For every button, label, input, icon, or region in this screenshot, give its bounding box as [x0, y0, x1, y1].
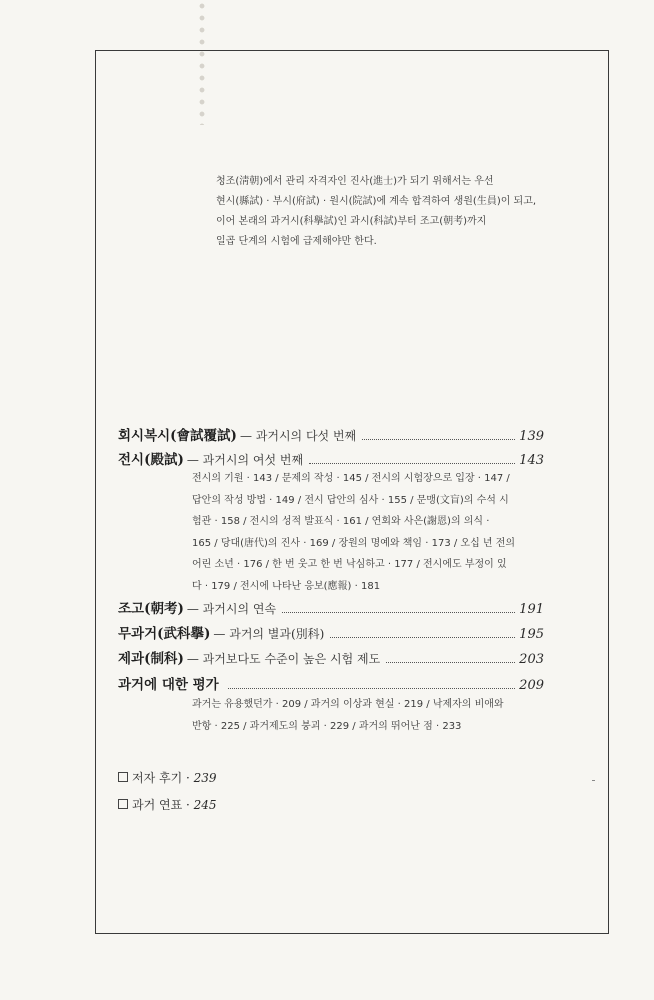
intro-paragraph: [216, 172, 546, 252]
subsection-line: 험관 · 158 / 전시의 성적 발표식 · 161 / 연회와 사은(謝恩)의 의식 ·: [192, 516, 490, 528]
toc-entry-page: 139: [519, 429, 544, 444]
toc-entry-title: 무과거(武科擧): [118, 626, 211, 642]
toc-entry-title: 전시(殿試): [118, 452, 184, 468]
toc-extra-afterword[interactable]: [118, 769, 217, 786]
toc-entry-mugwageo[interactable]: [118, 622, 544, 646]
toc-entry-title: 조고(朝考): [118, 601, 184, 617]
toc-entry-subtitle: — 과거보다도 수준이 높은 시험 제도: [186, 652, 381, 666]
subsection-line: 다 · 179 / 전시에 나타난 응보(應報) · 181: [192, 580, 381, 592]
intro-line: 이어 본래의 과거시(科擧試)인 과시(科試)부터 조고(朝考)까지: [216, 216, 487, 227]
subsection-line: 반항 · 225 / 과거제도의 붕괴 · 229 / 과거의 뛰어난 점 · 233: [192, 720, 462, 732]
dot-leader: [386, 661, 515, 663]
toc-entry-page: 203: [519, 652, 544, 667]
dot-leader: [362, 438, 515, 440]
toc-entry-title: 제과(制科): [118, 651, 184, 667]
dot-leader: [309, 462, 515, 464]
toc-entry-subtitle: — 과거시의 다섯 번째: [239, 429, 357, 443]
extra-label: 저자 후기 ·: [132, 771, 190, 785]
dot-leader: [228, 687, 515, 689]
square-bullet-icon: [118, 799, 128, 809]
subsection-line: 과거는 유용했던가 · 209 / 과거의 이상과 현실 · 219 / 낙제자의 비애와: [192, 699, 504, 710]
intro-line: 현시(縣試) · 부시(府試) · 원시(院試)에 계속 합격하여 생원(生員)이 되고,: [216, 196, 537, 207]
subsection-line: 전시의 기원 · 143 / 문제의 작성 · 145 / 전시의 시험장으로 입장 · 147 /: [192, 473, 510, 484]
extra-page: 239: [193, 771, 217, 785]
dot-leader: [330, 636, 515, 638]
toc-subsections-pyeongga: [192, 694, 544, 737]
scan-mark: [592, 780, 595, 781]
square-bullet-icon: [118, 772, 128, 782]
toc-extra-chronology[interactable]: [118, 796, 217, 813]
toc-entry-page: 195: [519, 627, 544, 642]
extra-label: 과거 연표 ·: [132, 798, 190, 812]
toc-entry-page: 143: [519, 453, 544, 468]
toc-entry-subtitle: — 과거시의 여섯 번째: [186, 453, 304, 467]
toc-entry-title: 회시복시(會試覆試): [118, 428, 237, 444]
toc-subsections-jeonsi: [192, 468, 544, 598]
subsection-line: 어린 소년 · 176 / 한 번 웃고 한 번 낙심하고 · 177 / 전시에도 부정이 있: [192, 559, 507, 571]
extra-page: 245: [193, 798, 217, 812]
intro-line: 일곱 단계의 시험에 급제해야만 한다.: [216, 236, 377, 247]
toc-entry-page: 209: [519, 678, 544, 693]
toc-entry-subtitle: — 과거의 별과(別科): [213, 627, 325, 641]
dot-leader: [282, 611, 515, 613]
toc-entry-hoesi-boksi[interactable]: [118, 424, 544, 448]
toc-entry-subtitle: — 과거시의 연속: [186, 602, 277, 616]
subsection-line: 165 / 당대(唐代)의 진사 · 169 / 장원의 명예와 책임 · 173 / 오십 년 전의: [192, 537, 516, 549]
subsection-line: 답안의 작성 방법 · 149 / 전시 답안의 심사 · 155 / 문맹(文盲)의 수석 시: [192, 494, 509, 506]
toc-entry-title: 과거에 대한 평가: [118, 677, 219, 693]
toc-entry-jogo[interactable]: [118, 597, 544, 621]
toc-entry-page: 191: [519, 602, 544, 617]
intro-line: 청조(淸朝)에서 관리 자격자인 진사(進士)가 되기 위해서는 우선: [216, 176, 494, 187]
toc-entry-jegwa[interactable]: [118, 647, 544, 671]
